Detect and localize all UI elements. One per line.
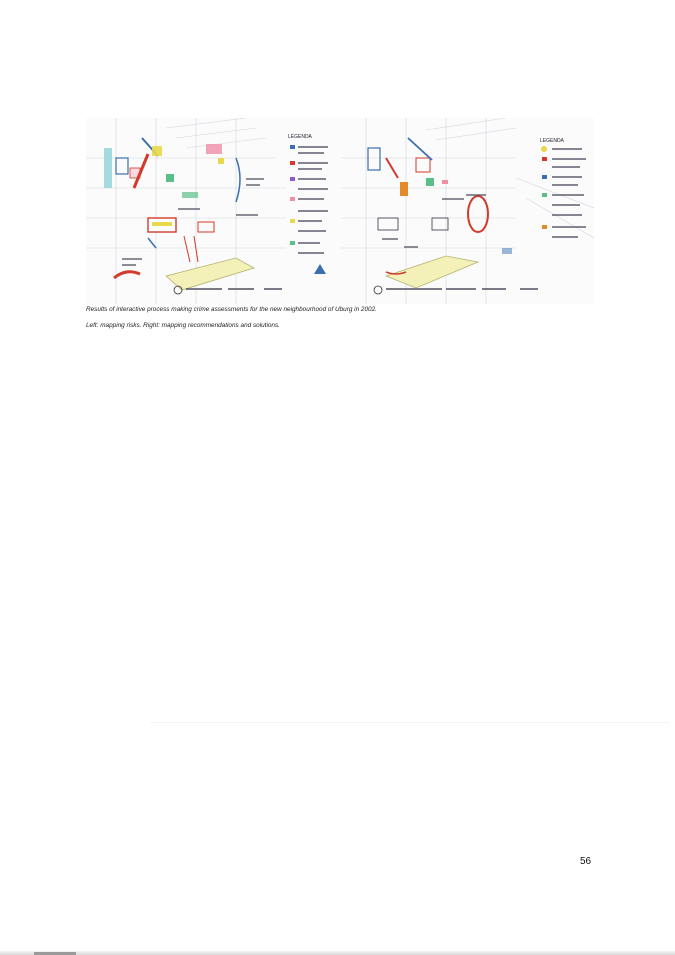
- scan-artifact-line: [150, 722, 670, 723]
- right-map-legend: [540, 138, 586, 238]
- crime-assessment-maps-figure: [86, 118, 594, 304]
- right-legend-title: LEGENDA: [540, 138, 564, 144]
- hand-drawn-maps-illustration: [86, 118, 594, 304]
- figure-caption-line-1: Results of interactive process making crime assessments for the new neighbourhood of Uburg in 2002.: [86, 306, 377, 313]
- left-legend-title: LEGENDA: [288, 134, 312, 140]
- figure-caption-line-2: Left: mapping risks. Right: mapping recommendations and solutions.: [86, 322, 280, 329]
- left-map-risks: [104, 138, 282, 294]
- north-arrow-icon: [314, 264, 326, 274]
- page-number: 56: [580, 856, 592, 867]
- left-map-legend: [288, 134, 328, 274]
- right-map-solutions: [368, 138, 538, 294]
- scan-bottom-edge: [0, 951, 675, 955]
